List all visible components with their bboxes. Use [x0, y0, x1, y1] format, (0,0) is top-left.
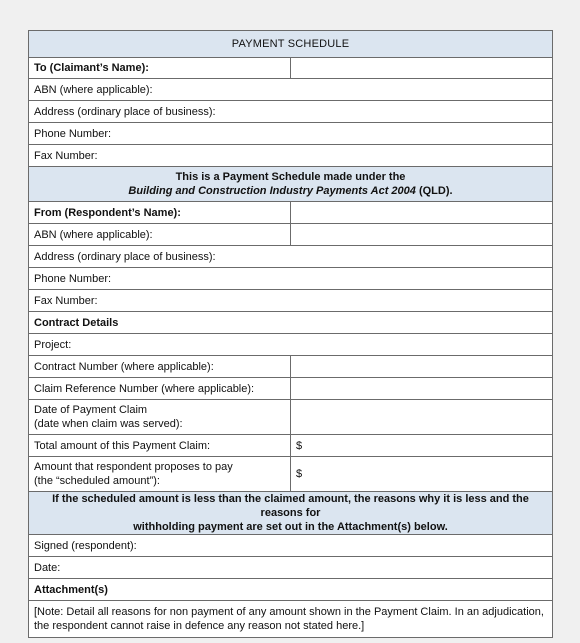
respondent-abn-row: [29, 224, 553, 246]
act-statement: [29, 167, 553, 202]
total-amount-row: [29, 435, 553, 457]
claim-date-field[interactable]: [291, 400, 553, 435]
scheduled-amount-label-line1: Amount that respondent proposes to pay: [34, 461, 233, 473]
page-title: PAYMENT SCHEDULE: [29, 31, 553, 58]
date-row: [29, 557, 553, 579]
claim-date-label-line2: (date when claim was served):: [34, 418, 183, 430]
respondent-phone-field[interactable]: Phone Number:: [29, 268, 553, 290]
reasons-line1: If the scheduled amount is less than the claimed amount, the reasons why it is less and the reasons for: [52, 493, 529, 519]
claimant-name-row: [29, 58, 553, 79]
respondent-address-row: [29, 246, 553, 268]
scheduled-amount-row: [29, 457, 553, 492]
respondent-name-label: From (Respondent’s Name):: [29, 202, 291, 224]
reasons-statement: [29, 492, 553, 535]
contract-details-row: [29, 312, 553, 334]
scheduled-amount-label: [29, 457, 291, 492]
signed-field[interactable]: Signed (respondent):: [29, 535, 553, 557]
claimant-phone-field[interactable]: Phone Number:: [29, 123, 553, 145]
claimant-address-field[interactable]: Address (ordinary place of business):: [29, 101, 553, 123]
act-name: Building and Construction Industry Payments Act 2004: [128, 185, 416, 197]
claimant-name-field[interactable]: [291, 58, 553, 79]
act-statement-band: [29, 167, 553, 202]
contract-details-heading: Contract Details: [29, 312, 553, 334]
contract-number-label: Contract Number (where applicable):: [29, 356, 291, 378]
date-field[interactable]: Date:: [29, 557, 553, 579]
claim-reference-field[interactable]: [291, 378, 553, 400]
attachments-note[interactable]: [29, 601, 553, 638]
respondent-phone-row: [29, 268, 553, 290]
respondent-abn-label: ABN (where applicable):: [29, 224, 291, 246]
attachments-row: [29, 579, 553, 601]
claim-date-label-line1: Date of Payment Claim: [34, 404, 148, 416]
attachments-heading: Attachment(s): [29, 579, 553, 601]
act-statement-line1: This is a Payment Schedule made under the: [175, 171, 406, 183]
claim-date-row: [29, 400, 553, 435]
signed-row: [29, 535, 553, 557]
attachments-note-line1: [Note: Detail all reasons for non payment of any amount shown in the Payment Claim. In an adjudication,: [34, 606, 544, 618]
claimant-abn-field[interactable]: ABN (where applicable):: [29, 79, 553, 101]
scheduled-amount-field[interactable]: $: [291, 457, 553, 492]
total-amount-label: Total amount of this Payment Claim:: [29, 435, 291, 457]
respondent-fax-row: [29, 290, 553, 312]
respondent-fax-field[interactable]: Fax Number:: [29, 290, 553, 312]
attachments-note-row: [29, 601, 553, 638]
respondent-name-field[interactable]: [291, 202, 553, 224]
claimant-address-row: [29, 101, 553, 123]
act-jurisdiction: (QLD).: [415, 185, 453, 197]
title-row: [29, 31, 553, 58]
total-amount-field[interactable]: $: [291, 435, 553, 457]
respondent-name-row: [29, 202, 553, 224]
respondent-abn-field[interactable]: [291, 224, 553, 246]
claim-reference-row: [29, 378, 553, 400]
payment-schedule-form: [28, 30, 553, 638]
claimant-abn-row: [29, 79, 553, 101]
reasons-line2: withholding payment are set out in the Attachment(s) below.: [133, 521, 448, 533]
scheduled-amount-label-line2: (the “scheduled amount”):: [34, 475, 160, 487]
respondent-address-field[interactable]: Address (ordinary place of business):: [29, 246, 553, 268]
project-field[interactable]: Project:: [29, 334, 553, 356]
contract-number-field[interactable]: [291, 356, 553, 378]
claimant-fax-field[interactable]: Fax Number:: [29, 145, 553, 167]
claimant-name-label: To (Claimant’s Name):: [29, 58, 291, 79]
attachments-note-line2: the respondent cannot raise in defence any reason not stated here.]: [34, 620, 365, 632]
claimant-phone-row: [29, 123, 553, 145]
reasons-band: [29, 492, 553, 535]
claim-date-label: [29, 400, 291, 435]
project-row: [29, 334, 553, 356]
contract-number-row: [29, 356, 553, 378]
claim-reference-label: Claim Reference Number (where applicable):: [29, 378, 291, 400]
claimant-fax-row: [29, 145, 553, 167]
